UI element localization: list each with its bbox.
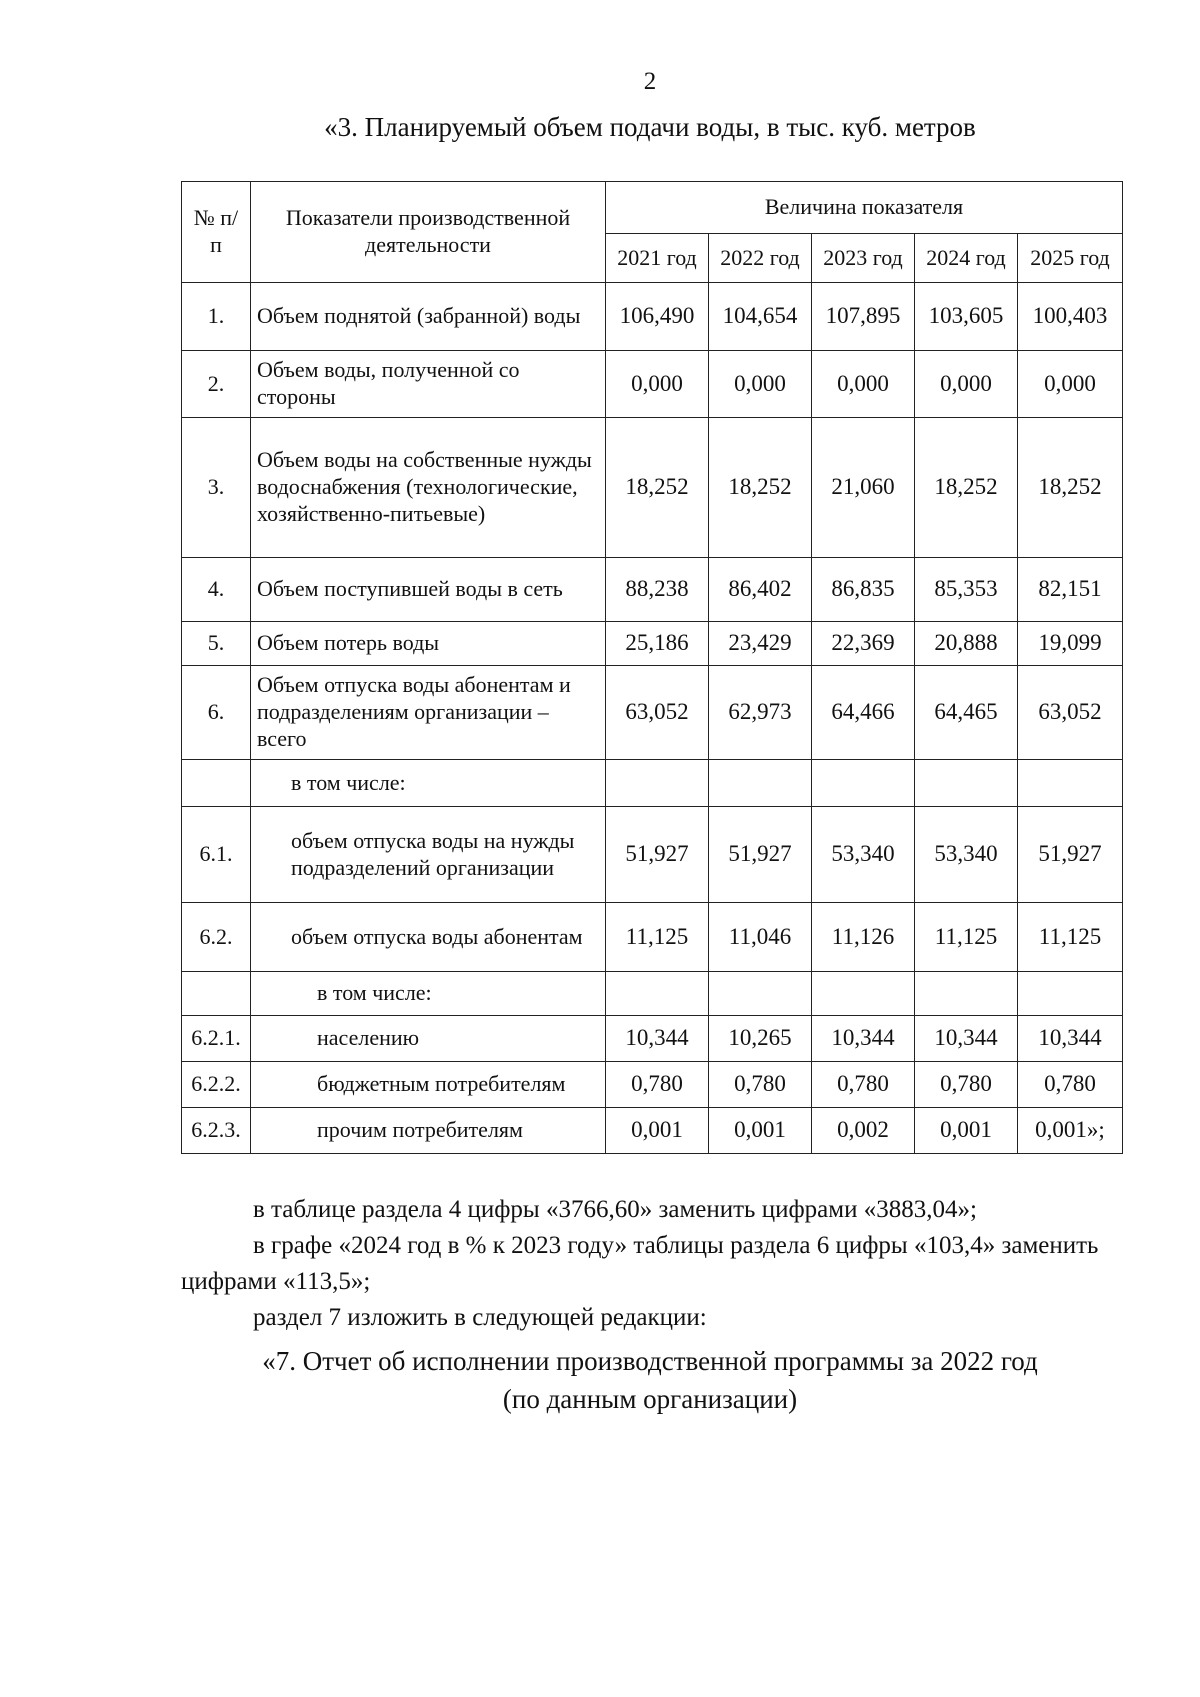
indicator-value: 0,000: [915, 351, 1018, 418]
indicator-value: 0,000: [709, 351, 812, 418]
indicator-value: 0,001: [606, 1108, 709, 1154]
row-number: [182, 760, 251, 807]
water-supply-table: [181, 181, 1123, 1154]
indicator-value: 11,046: [709, 903, 812, 972]
indicator-value: 62,973: [709, 666, 812, 760]
header-year: 2021 год: [606, 234, 709, 283]
indicator-value: 10,344: [1018, 1016, 1123, 1062]
amendment-text: [181, 1192, 1121, 1336]
indicator-value: 11,125: [1018, 903, 1123, 972]
paragraph: в таблице раздела 4 цифры «3766,60» заменить цифрами «3883,04»;: [253, 1196, 977, 1223]
indicator-name: прочим потребителям: [251, 1108, 606, 1154]
indicator-name: Объем поступившей воды в сеть: [251, 558, 606, 622]
section-7-title: [0, 1342, 1200, 1418]
indicator-value: [606, 972, 709, 1016]
indicator-name: в том числе:: [251, 972, 606, 1016]
indicator-value: 19,099: [1018, 622, 1123, 666]
indicator-value: 21,060: [812, 418, 915, 558]
row-number: 5.: [182, 622, 251, 666]
table-row: [182, 1016, 1123, 1062]
indicator-value: 0,780: [915, 1062, 1018, 1108]
indicator-value: 82,151: [1018, 558, 1123, 622]
table-row: [182, 1062, 1123, 1108]
indicator-value: 18,252: [1018, 418, 1123, 558]
indicator-value: 51,927: [709, 807, 812, 903]
table-row: [182, 418, 1123, 558]
paragraph: раздел 7 изложить в следующей редакции:: [253, 1304, 707, 1331]
table-row: [182, 807, 1123, 903]
indicator-value: 11,126: [812, 903, 915, 972]
table-row: [182, 558, 1123, 622]
indicator-value: 10,265: [709, 1016, 812, 1062]
indicator-name: в том числе:: [251, 760, 606, 807]
indicator-value: 106,490: [606, 283, 709, 351]
indicator-value: 64,466: [812, 666, 915, 760]
header-year: 2024 год: [915, 234, 1018, 283]
indicator-value: 88,238: [606, 558, 709, 622]
indicator-value: 104,654: [709, 283, 812, 351]
indicator-value: 63,052: [606, 666, 709, 760]
row-number: 6.2.3.: [182, 1108, 251, 1154]
row-number: 2.: [182, 351, 251, 418]
table-row: [182, 760, 1123, 807]
row-number: 6.2.1.: [182, 1016, 251, 1062]
indicator-name: объем отпуска воды на нужды подразделений организации: [251, 807, 606, 903]
indicator-value: 22,369: [812, 622, 915, 666]
indicator-value: 10,344: [812, 1016, 915, 1062]
indicator-value: [1018, 972, 1123, 1016]
header-value-group: Величина показателя: [606, 182, 1123, 234]
table-row: [182, 666, 1123, 760]
indicator-value: 85,353: [915, 558, 1018, 622]
header-year: 2022 год: [709, 234, 812, 283]
indicator-value: 107,895: [812, 283, 915, 351]
indicator-value: 11,125: [915, 903, 1018, 972]
indicator-name: объем отпуска воды абонентам: [251, 903, 606, 972]
indicator-value: 18,252: [606, 418, 709, 558]
section-7-title-line: (по данным организации): [502, 1384, 798, 1414]
paragraph: в графе «2024 год в % к 2023 году» таблицы раздела 6 цифры «103,4» заменить цифрами «113,5»;: [181, 1232, 1099, 1295]
indicator-value: 10,344: [606, 1016, 709, 1062]
row-number: 6.1.: [182, 807, 251, 903]
row-number: 6.2.: [182, 903, 251, 972]
indicator-value: 0,780: [1018, 1062, 1123, 1108]
indicator-name: Объем воды, полученной со стороны: [251, 351, 606, 418]
indicator-value: 53,340: [915, 807, 1018, 903]
indicator-value: 0,000: [606, 351, 709, 418]
indicator-value: [915, 760, 1018, 807]
table-row: [182, 1108, 1123, 1154]
indicator-value: 86,835: [812, 558, 915, 622]
section-3-title: «3. Планируемый объем подачи воды, в тыс. куб. метров: [324, 112, 976, 142]
indicator-value: 11,125: [606, 903, 709, 972]
table-row: [182, 622, 1123, 666]
indicator-value: [915, 972, 1018, 1016]
indicator-name: Объем отпуска воды абонентам и подразделениям организации – всего: [251, 666, 606, 760]
indicator-value: 53,340: [812, 807, 915, 903]
indicator-value: 0,780: [812, 1062, 915, 1108]
indicator-name: Объем воды на собственные нужды водоснабжения (технологические, хозяйственно-питьевые): [251, 418, 606, 558]
indicator-value: 51,927: [1018, 807, 1123, 903]
indicator-value: [606, 760, 709, 807]
table-row: [182, 903, 1123, 972]
indicator-value: 0,000: [812, 351, 915, 418]
indicator-name: бюджетным потребителям: [251, 1062, 606, 1108]
table-row: [182, 283, 1123, 351]
row-number: 6.2.2.: [182, 1062, 251, 1108]
header-num: № п/п: [182, 182, 251, 283]
indicator-value: 20,888: [915, 622, 1018, 666]
indicator-value: 86,402: [709, 558, 812, 622]
indicator-value: 0,780: [606, 1062, 709, 1108]
section-7-title-line: «7. Отчет об исполнении производственной программы за 2022 год: [262, 1346, 1038, 1376]
row-number: 4.: [182, 558, 251, 622]
indicator-value: 64,465: [915, 666, 1018, 760]
indicator-name: населению: [251, 1016, 606, 1062]
indicator-name: Объем поднятой (забранной) воды: [251, 283, 606, 351]
indicator-value: 103,605: [915, 283, 1018, 351]
indicator-value: [812, 760, 915, 807]
indicator-value: [709, 972, 812, 1016]
indicator-value: 18,252: [709, 418, 812, 558]
row-number: 1.: [182, 283, 251, 351]
page-number: 2: [643, 68, 657, 95]
indicator-value: [1018, 760, 1123, 807]
indicator-value: 25,186: [606, 622, 709, 666]
row-number: 6.: [182, 666, 251, 760]
indicator-value: 0,001: [915, 1108, 1018, 1154]
row-number: [182, 972, 251, 1016]
indicator-value: 63,052: [1018, 666, 1123, 760]
indicator-value: 10,344: [915, 1016, 1018, 1062]
table-row: [182, 972, 1123, 1016]
indicator-value: [709, 760, 812, 807]
indicator-value: 23,429: [709, 622, 812, 666]
header-indicator: Показатели производственной деятельности: [251, 182, 606, 283]
indicator-name: Объем потерь воды: [251, 622, 606, 666]
header-year: 2025 год: [1018, 234, 1123, 283]
indicator-value: 100,403: [1018, 283, 1123, 351]
indicator-value: 0,001»;: [1018, 1108, 1123, 1154]
indicator-value: 51,927: [606, 807, 709, 903]
row-number: 3.: [182, 418, 251, 558]
table-row: [182, 351, 1123, 418]
indicator-value: 0,780: [709, 1062, 812, 1108]
indicator-value: 0,001: [709, 1108, 812, 1154]
indicator-value: [812, 972, 915, 1016]
indicator-value: 0,000: [1018, 351, 1123, 418]
header-year: 2023 год: [812, 234, 915, 283]
indicator-value: 0,002: [812, 1108, 915, 1154]
indicator-value: 18,252: [915, 418, 1018, 558]
